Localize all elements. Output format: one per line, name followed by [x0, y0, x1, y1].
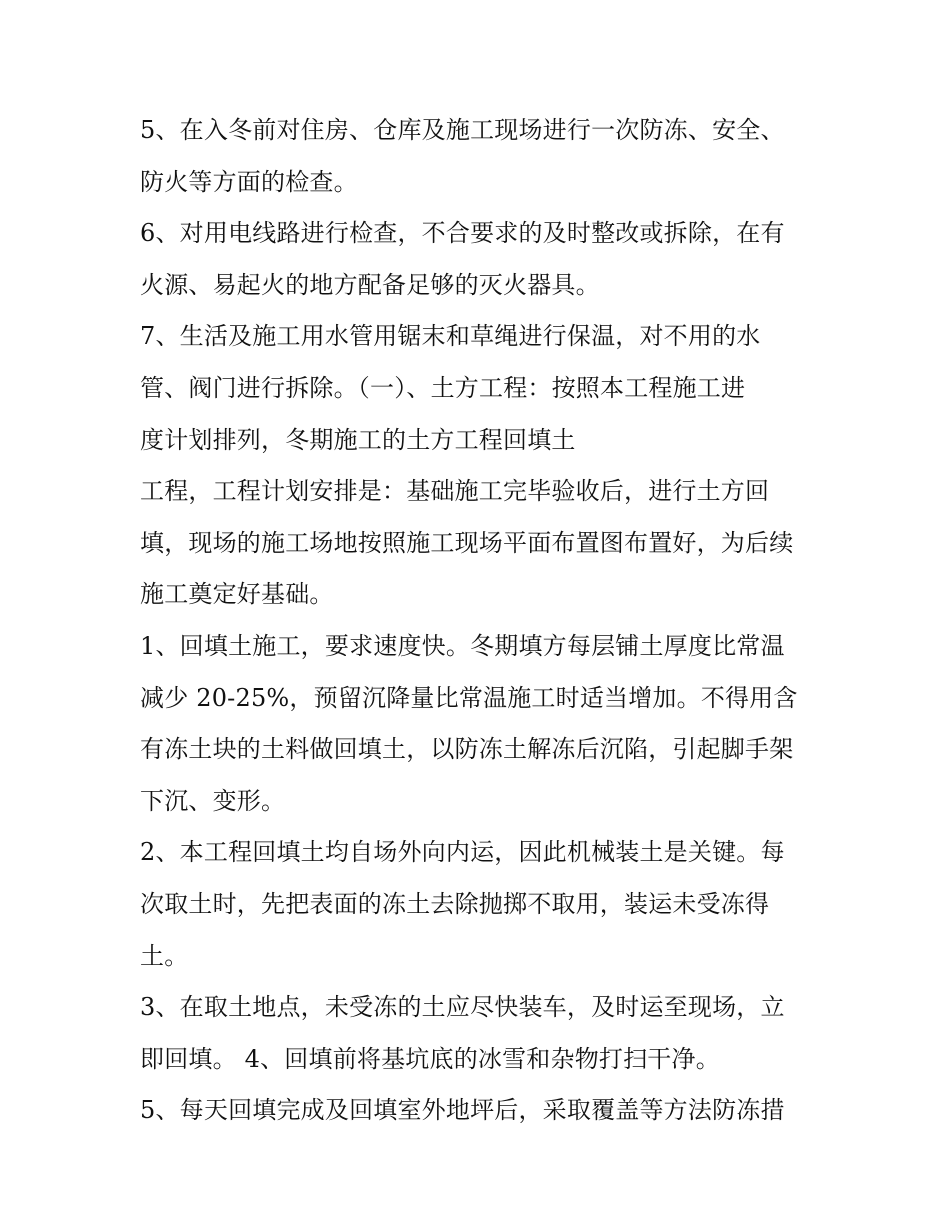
text-line: 3、在取土地点，未受冻的土应尽快装车，及时运至现场，立: [140, 993, 785, 1022]
text-line: 下沉、变形。: [140, 786, 286, 815]
document-body: [140, 105, 820, 1137]
text-line: 有冻土块的土料做回填土，以防冻土解冻后沉陷，引起脚手架: [140, 735, 794, 764]
text-line: 施工奠定好基础。: [140, 580, 334, 609]
text-line: 5、在入冬前对住房、仓库及施工现场进行一次防冻、安全、: [140, 116, 785, 144]
text-line: 2、本工程回填土均自场外向内运，因此机械装土是关键。每: [140, 838, 785, 867]
text-line: 即回填。 4、回填前将基坑底的冰雪和杂物打扫干净。: [140, 1044, 720, 1073]
text-line: 火源、易起火的地方配备足够的灭火器具。: [140, 270, 600, 299]
text-line: 6、对用电线路进行检查，不合要求的及时整改或拆除，在有: [140, 219, 785, 248]
text-line: 5、每天回填完成及回填室外地坪后，采取覆盖等方法防冻措: [140, 1096, 785, 1125]
text-line: 填，现场的施工场地按照施工现场平面布置图布置好，为后续: [140, 528, 794, 557]
text-line: 土。: [140, 941, 189, 970]
text-line: 管、阀门进行拆除。（一）、土方工程：按照本工程施工进: [140, 373, 746, 402]
text-line: 1、回填土施工，要求速度快。冬期填方每层铺土厚度比常温: [140, 631, 785, 660]
text-line: 度计划排列，冬期施工的土方工程回填土: [140, 425, 576, 454]
text-line: 减少 20-25%，预留沉降量比常温施工时适当增加。不得用含: [140, 683, 798, 712]
text-line: 防火等方面的检查。: [140, 167, 358, 196]
text-line: 次取土时，先把表面的冻土去除抛掷不取用，装运未受冻得: [140, 889, 770, 918]
text-line: 工程，工程计划安排是：基础施工完毕验收后，进行土方回: [140, 477, 770, 506]
text-line: 7、生活及施工用水管用锯末和草绳进行保温，对不用的水: [140, 322, 761, 351]
